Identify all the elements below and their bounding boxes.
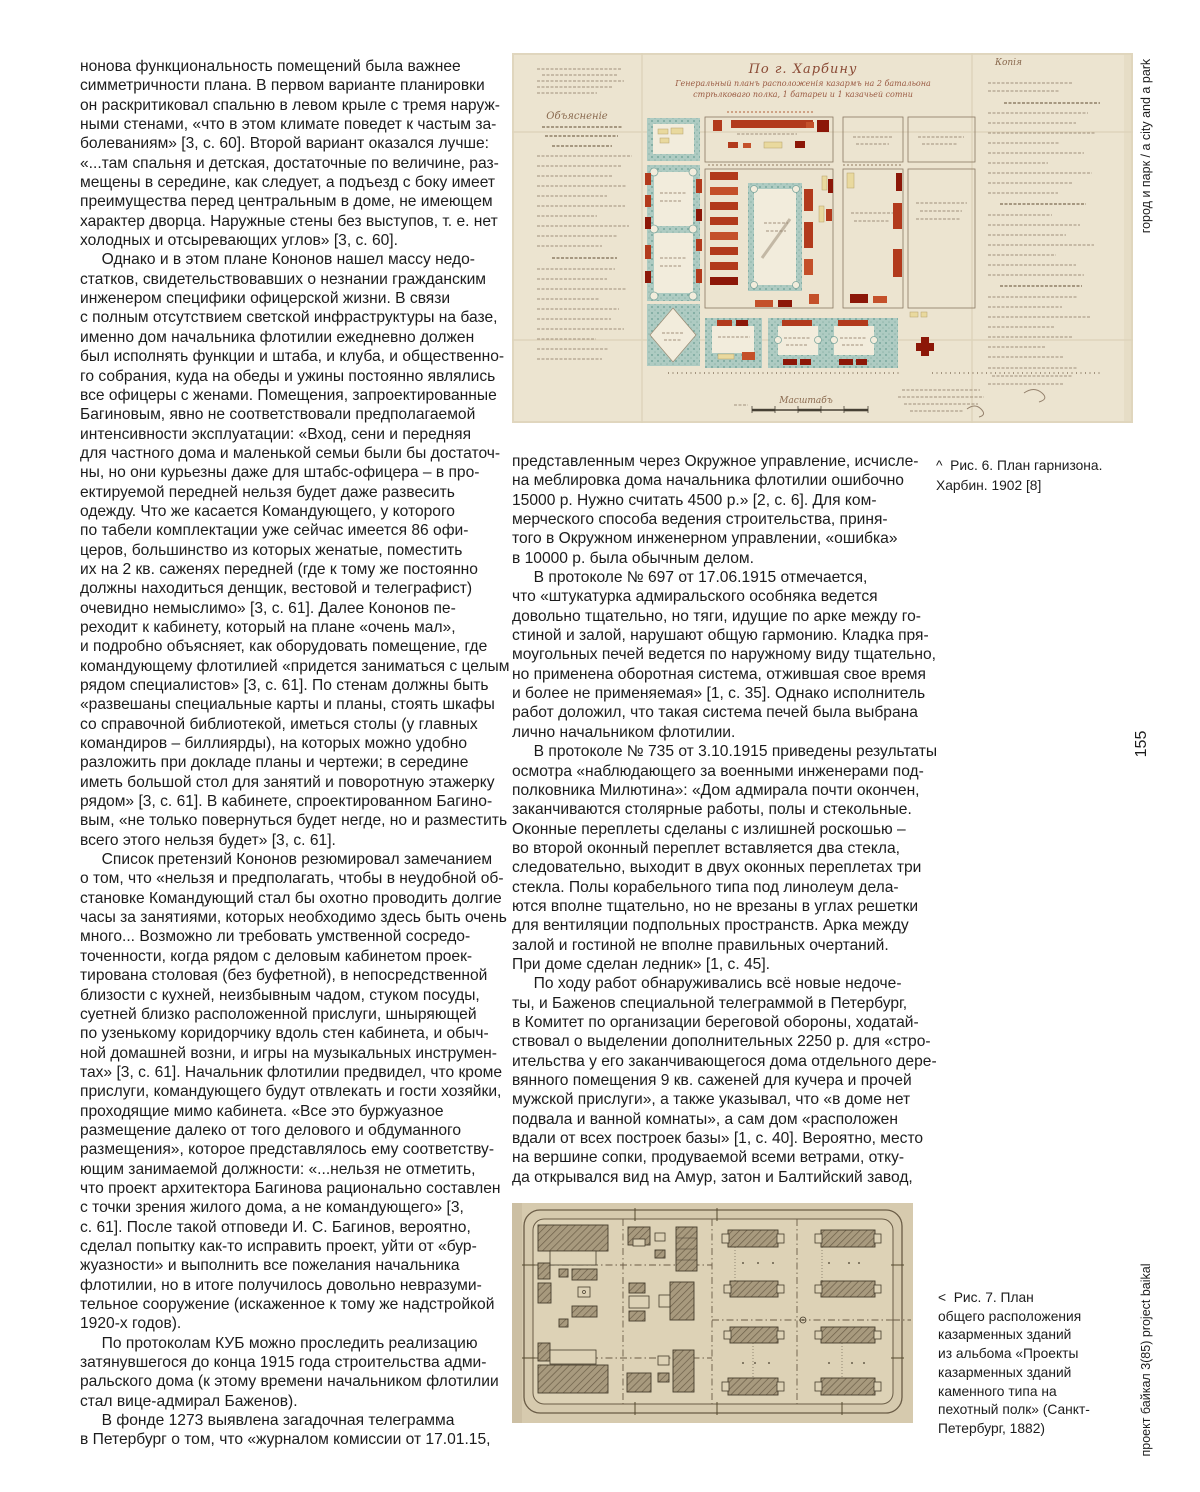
figure-6-caption: ^ Рис. 6. План гарнизона. Харбин. 1902 [8] (936, 458, 1103, 493)
plan-subtitle-2: стрѣлковаго полка, 1 батареи и 1 казачьей сотни (693, 90, 913, 99)
article-column-middle: представленным через Окружное управление, исчисле- на меблировка дома начальника флотилии ошибочно 15000 р. Нужно считать 4500 р.» [2, с. 6]. Для ком- мерческого способа ведения строительства, приня- того в Окружном инженерном управлении, «ошибка» в 10000 р. была обычным делом. В протоколе № 697 от 17.06.1915 отмечается, что «штукатурка адмиральского особняка ведется довольно тщательно, но тяги, идущие по арке между го- стиной и залой, нарушают общую гармонию. Кладка пря- моугольных печей ведется по наружному виду тщательно, но применена оборотная система, отжившая свое время и более не применяемая» [1, с. 35]. Однако исполнитель работ доложил, что такая система печей была выбрана лично начальником флотилии. В протоколе № 735 от 3.10.1915 приведены результаты осмотра «наблюдающего за военными инженерами под- полковника Милютина»: «Дом адмирала почти окончен, заканчиваются столярные работы, полы и стекольные. Оконные переплеты сделаны с излишней роскошью – во второй оконный переплет вставляется два стекла, следовательно, выходит в двух оконных переплетах три стекла. Полы корабельного типа под линолеум дела- ются вполне тщательно, но не врезаны в углах решетки для вентиляции подпольных пространств. Арка между залой и гостиной не вполне правильных очертаний. При доме сделан ледник» [1, с. 45]. По ходу работ обнаруживались всё новые недоче- ты, и Баженов специальной телеграммой в Петербург, в Комитет по организации береговой обороны, ходатай- ствовал о выделении дополнительных 2250 р. для «стро- ительства у его заканчивающегося дома отдельного дере- вянного помещения 9 кв. саженей для кучера и прочей мужской прислуги», а также указывал, что «в доме нет подвала и ванной комнаты», а сам дом «расположен вдали от всех построек базы» [1, с. 40]. Вероятно, место на вершине сопки, продуваемой всеми ветрами, отку- да открывался вид на Амур, затон и Балтийский завод, (512, 453, 938, 1186)
plan-copy-label: Копія (995, 58, 1023, 68)
plan-title: По г. Харбину (748, 62, 858, 77)
plan-scale-label: Масштабъ (779, 396, 833, 406)
plan-subtitle-1: Генеральный планъ расположенія казармъ на 2 батальона (675, 79, 931, 88)
journal-margin-label: проект байкал 3(85) project baikal (1139, 1263, 1153, 1457)
plan-legend-header: Объясненіе (546, 111, 608, 122)
plan-garden-strip (645, 118, 702, 366)
section-margin-label: город и парк / a city and a park (1139, 58, 1153, 234)
figure-6-garrison-plan (512, 53, 1133, 428)
article-column-left: нонова функциональность помещений была важнее симметричности плана. В первом варианте планировки он раскритиковал спальню в левом крыле с тремя наруж- ными стенами, «что в этом климате поведет к частым за- болеваниям» [3, с. 60]. Второй вариант оказался лучше: «...там спальня и детская, достаточные по величине, раз- мещены в середине, как следует, а подъезд с боку имеет преимущества перед центральным в доме, не имеющем характер дворца. Наружные стены без выступов, т. е. нет холодных и отсыревающих углов» [3, с. 60]. Однако и в этом плане Кононов нашел массу недо- статков, свидетельствовавших о незнании гражданским инженером специфики офицерской жизни. В связи с полным отсутствием светской инфраструктуры на базе, именно дом начальника флотилии ежедневно должен был исполнять функции и штаба, и клуба, и общественно- го собрания, куда на обеды и ужины постоянно являлись все офицеры с женами. Помещения, запроектированные Багиновым, явно не соответствовали предполагаемой интенсивности эксплуатации: «Вход, сени и передняя для частного дома и маленькой семьи были бы достаточ- ны, но они курьезны даже для штабс-офицера – в про- ектируемой передней нельзя будет даже развесить одежду. Что же касается Командующего, у которого по табели комплектации уже сейчас имеется 86 офи- церов, большинство из которых женатые, поместить их на 2 кв. саженях передней (где к тому же постоянно должны находиться денщик, вестовой и телеграфист) очевидно немыслимо» [3, с. 61]. Далее Кононов пе- реходит к кабинету, который на плане «очень мал», и подробно объясняет, как оборудовать помещение, где командующему флотилией «придется заниматься с целым рядом специалистов» [3, с. 61]. По стенам должны быть «развешаны специальные карты и планы, стоять шкафы со справочной библиотекой, иметься столы (у главных командиров – биллиярды), на которых можно удобно разложить при докладе планы и чертежи; в середине иметь большой стол для занятий и поворотную этажерку рядом» [3, с. 61]. В кабинете, спроектированном Багино- вым, «не только повернуться будет негде, но и разместить всего этого нельзя будет» [3, с. 61]. Список претензий Кононов резюмировал замечанием о том, что «нельзя и предполагать, чтобы в неудобной об- становке Командующий стал бы охотно проводить долгие часы за занятиями, которых необходимо здесь быть очень много... Возможно ли требовать умственной сосредо- точенности, когда рядом с деловым кабинетом проек- тирована столовая (без буфетной), в непосредственной близости с кухней, неизбывным чадом, стуком посуды, суетней близко расположенной прислуги, шныряющей по узенькому коридорчику вдоль стен кабинета, и обыч- ной домашней возни, и игры на музыкальных инструмен- тах» [3, с. 61]. Начальник флотилии предвидел, что кроме прислуги, командующего будут отвлекать и гости хозяйки, проходящие мимо кабинета. «Все это буржуазное размещение далеко от того делового и обдуманного размещения», которое представлялось ему соответству- ющим занимаемой должности: «...нельзя не отметить, что проект архитектора Багинова рационально составлен с точки зрения жилого дома, а не командующего» [3, с. 61]. После такой отповеди И. С. Багинов, вероятно, сделал попытку как-то исправить проект, уйти от «бур- жуазности» и выполнить все пожелания начальника флотилии, но в итоге получилось довольно невразуми- тельное сооружение (искаженное к тому же надстройкой 1920-х годов). По протоколам КУБ можно проследить реализацию затянувшегося до конца 1915 года строительства адми- ральского дома (к этому времени начальником флотилии стал вице-адмирал Баженов). В фонде 1273 выявлена загадочная телеграмма в Петербург о том, что «журналом комиссии от 17.01.15, (80, 58, 510, 1449)
figure-7-barracks-plan (512, 1203, 913, 1428)
figure-7-caption: < Рис. 7. План общего расположения казарменных зданий из альбома «Проекты казарменных зданий каменного типа на пехотный полк» (Санкт- Петербург, 1882) (938, 1290, 1090, 1436)
page-number: 155 (1133, 730, 1150, 758)
